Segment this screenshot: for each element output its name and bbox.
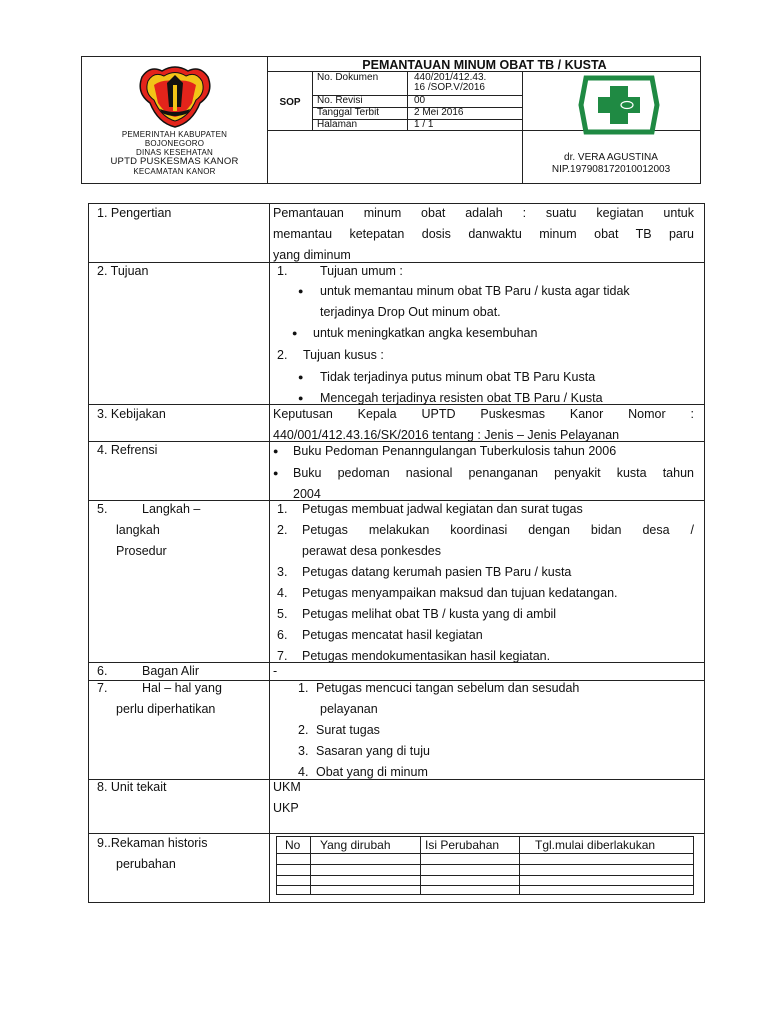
step-number: 2. <box>277 523 288 537</box>
bullet-icon: ● <box>292 328 298 338</box>
section-label-kebijakan: 3. Kebijakan <box>97 407 166 421</box>
issue-date-label: Tanggal Terbit <box>317 107 380 118</box>
hal-text: pelayanan <box>320 702 378 716</box>
bullet-icon: ● <box>298 393 304 403</box>
section-label-hal: perlu diperhatikan <box>116 702 216 716</box>
hal-number: 4. <box>298 765 309 779</box>
org-line: UPTD PUSKESMAS KANOR <box>110 156 239 167</box>
column-divider <box>269 204 270 902</box>
issue-date-value: 2 Mei 2016 <box>414 107 464 118</box>
header-divider <box>312 71 313 130</box>
step-number: 3. <box>277 565 288 579</box>
sop-label: SOP <box>279 97 301 108</box>
pengertian-text: Pemantauan minum obat adalah : suatu kegiatan untuk <box>273 206 694 220</box>
unit-value: UKP <box>273 801 299 815</box>
bullet-icon: ● <box>273 446 279 456</box>
page-label: Halaman <box>317 119 358 130</box>
header-divider <box>267 57 268 183</box>
step-text: Petugas datang kerumah pasien TB Paru / kusta <box>302 565 572 579</box>
step-number: 7. <box>277 649 288 663</box>
step-text: Petugas membuat jadwal kegiatan dan surat tugas <box>302 502 583 516</box>
step-number: 5. <box>277 607 288 621</box>
tujuan-umum-number: 1. <box>277 264 288 278</box>
org-line: PEMERINTAH KABUPATEN <box>121 130 228 139</box>
hal-number: 2. <box>298 723 309 737</box>
section-label-tujuan: 2. Tujuan <box>97 264 149 278</box>
section-label-rekaman: perubahan <box>116 857 176 871</box>
history-header-changed: Yang dirubah <box>320 838 391 852</box>
hal-text: Obat yang di minum <box>316 765 428 779</box>
page-value: 1 / 1 <box>414 119 434 130</box>
tujuan-umum-item: terjadinya Drop Out minum obat. <box>320 305 501 319</box>
history-row-divider <box>277 864 693 865</box>
tujuan-kusus-item: Tidak terjadinya putus minum obat TB Paru Kusta <box>320 370 596 384</box>
section-label-pengertian: 1. Pengertian <box>97 206 172 220</box>
row-divider <box>89 833 704 834</box>
refrensi-item: Buku Pedoman Penanngulangan Tuberkulosis tahun 2006 <box>293 444 617 458</box>
pengertian-text: memantau ketepatan dosis danwaktu minum obat TB paru <box>273 227 694 241</box>
step-number: 4. <box>277 586 288 600</box>
row-divider <box>89 500 704 501</box>
revision-value: 00 <box>414 95 426 106</box>
puskesmas-logo <box>578 75 660 135</box>
step-number: 6. <box>277 628 288 642</box>
org-line: KECAMATAN KANOR <box>133 167 216 176</box>
section-label-hal: Hal – hal yang <box>142 681 222 695</box>
revision-history-table <box>276 836 694 895</box>
doc-number-value: 16 /SOP.V/2016 <box>414 82 485 93</box>
hal-number: 3. <box>298 744 309 758</box>
kebijakan-text: 440/001/412.43.16/SK/2016 tentang : Jenis – Jenis Pelayanan <box>273 428 620 442</box>
hal-number: 1. <box>298 681 309 695</box>
hal-text: Petugas mencuci tangan sebelum dan sesudah <box>316 681 580 695</box>
tujuan-umum-item: untuk meningkatkan angka kesembuhan <box>313 326 538 340</box>
tujuan-kusus-number: 2. <box>277 348 288 362</box>
refrensi-item: Buku pedoman nasional penanganan penyakit kusta tahun <box>293 466 694 480</box>
section-label-langkah: Langkah – <box>142 502 201 516</box>
org-line: BOJONEGORO <box>144 139 205 148</box>
section-number-bagan: 6. <box>97 664 108 678</box>
step-text: Petugas melihat obat TB / kusta yang di ambil <box>302 607 557 621</box>
history-row-divider <box>277 853 693 854</box>
sop-content-table <box>88 203 705 903</box>
tujuan-umum-heading: Tujuan umum : <box>320 264 403 278</box>
sop-header <box>81 56 701 184</box>
document-title: PEMANTAUAN MINUM OBAT TB / KUSTA <box>362 58 607 72</box>
bojonegoro-emblem-logo <box>134 63 216 129</box>
signatory-nip: NIP.197908172010012003 <box>551 164 671 175</box>
signatory-name: dr. VERA AGUSTINA <box>564 152 658 163</box>
step-text: perawat desa ponkesdes <box>302 544 441 558</box>
history-header-effective-date: Tgl.mulai diberlakukan <box>535 838 656 852</box>
step-text: Petugas mendokumentasikan hasil kegiatan. <box>302 649 551 663</box>
history-header-content: Isi Perubahan <box>425 838 500 852</box>
section-label-refrensi: 4. Refrensi <box>97 443 158 457</box>
pengertian-text: yang diminum <box>273 248 351 262</box>
section-label-unit: 8. Unit tekait <box>97 780 167 794</box>
tujuan-kusus-item: Mencegah terjadinya resisten obat TB Paru / Kusta <box>320 391 603 405</box>
bullet-icon: ● <box>298 286 304 296</box>
section-label-langkah: Prosedur <box>116 544 167 558</box>
section-label-langkah: langkah <box>116 523 160 537</box>
section-label-bagan: Bagan Alir <box>142 664 199 678</box>
section-number-langkah: 5. <box>97 502 108 516</box>
tujuan-umum-item: untuk memantau minum obat TB Paru / kusta agar tidak <box>320 284 630 298</box>
step-text: Petugas menyampaikan maksud dan tujuan kedatangan. <box>302 586 618 600</box>
step-number: 1. <box>277 502 288 516</box>
row-divider <box>89 262 704 263</box>
section-number-hal: 7. <box>97 681 108 695</box>
bullet-icon: ● <box>273 468 279 478</box>
hal-text: Sasaran yang di tuju <box>316 744 430 758</box>
revision-label: No. Revisi <box>317 95 363 106</box>
history-header-no: No <box>285 838 301 852</box>
kebijakan-text: Keputusan Kepala UPTD Puskesmas Kanor Nomor : <box>273 407 694 421</box>
section-label-rekaman: 9..Rekaman historis <box>97 836 208 850</box>
step-text: Petugas mencatat hasil kegiatan <box>302 628 483 642</box>
refrensi-item: 2004 <box>293 487 321 501</box>
doc-number-value: 440/201/412.43. <box>414 72 487 83</box>
unit-value: UKM <box>273 780 301 794</box>
history-row-divider <box>277 875 693 876</box>
doc-number-label: No. Dokumen <box>317 72 379 83</box>
org-line: DINAS KESEHATAN <box>136 148 213 157</box>
hal-text: Surat tugas <box>316 723 380 737</box>
bagan-value: - <box>273 664 278 678</box>
history-row-divider <box>277 885 693 886</box>
step-text: Petugas melakukan koordinasi dengan bidan desa / <box>302 523 694 537</box>
tujuan-kusus-heading: Tujuan kusus : <box>303 348 384 362</box>
bullet-icon: ● <box>298 372 304 382</box>
header-divider <box>407 71 408 130</box>
